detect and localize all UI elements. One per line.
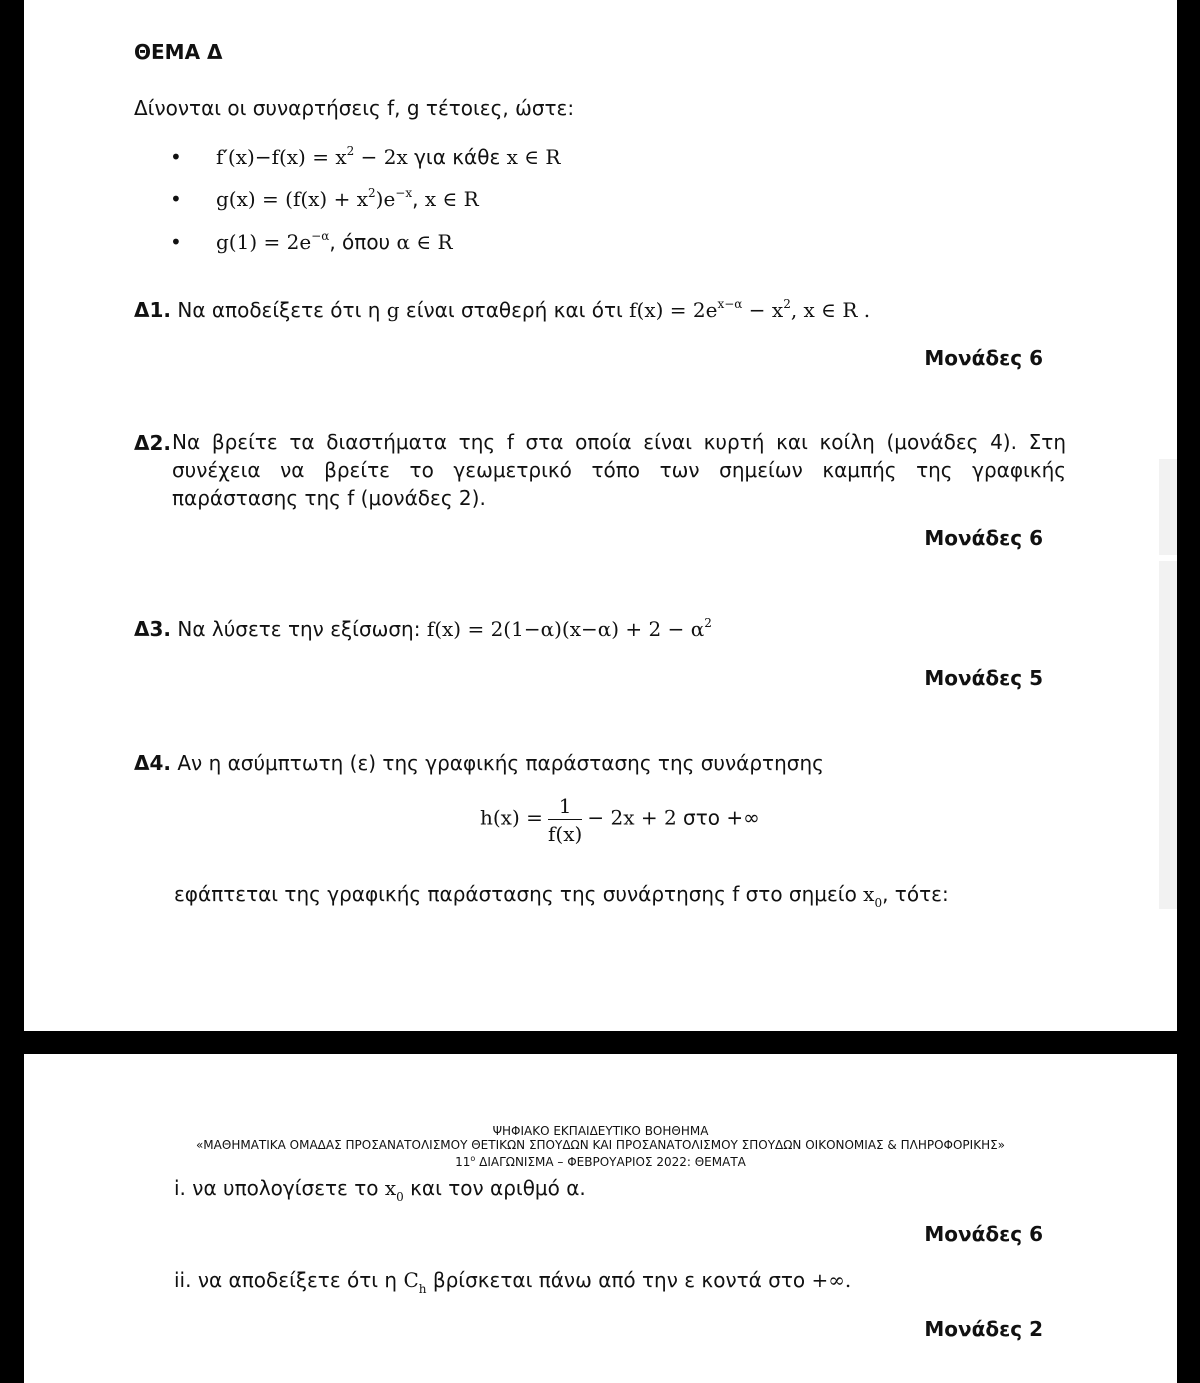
exponent: x−α	[717, 297, 743, 311]
topic-heading: ΘΕΜΑ Δ	[134, 40, 223, 64]
exponent: 2	[704, 616, 712, 630]
subquestion-ii	[174, 1268, 851, 1296]
exponent: −x	[395, 186, 413, 200]
question-text: Να λύσετε την εξίσωση:	[171, 617, 427, 641]
question-math: f(x) = 2e	[629, 298, 718, 322]
condition-math: g(1) = 2e	[215, 230, 312, 254]
scrollbar-track-segment	[1159, 459, 1177, 555]
question-text: Αν η ασύμπτωτη (ε) της γραφικής παράστασης της συνάρτησης	[171, 751, 824, 775]
fraction-numerator: 1	[548, 794, 582, 820]
condition-text: , όπου	[329, 230, 397, 254]
bullet-icon: •	[170, 230, 182, 254]
footer-sup: ο	[470, 1154, 476, 1163]
fraction-denominator: f(x)	[547, 822, 583, 846]
formula-rhs: − 2x + 2	[587, 805, 677, 830]
condition-math: g(x) = (f(x) + x	[215, 187, 368, 211]
condition-text: ,	[412, 187, 425, 211]
fraction	[548, 794, 582, 846]
question-math: − x	[742, 298, 784, 322]
condition-3	[170, 229, 453, 254]
marks-d4-ii: Μονάδες 2	[924, 1317, 1043, 1341]
exponent: 2	[346, 144, 355, 158]
subquestion-math: +∞.	[811, 1268, 852, 1292]
marks-d2: Μονάδες 6	[924, 526, 1043, 550]
tangent-text: , τότε:	[882, 882, 949, 906]
intro-text: Δίνονται οι συναρτήσεις f, g τέτοιες, ώστε:	[134, 96, 575, 120]
subscript: 0	[874, 896, 883, 910]
condition-text: για κάθε	[407, 145, 507, 169]
question-label: Δ3.	[134, 617, 171, 641]
exponent: −α	[311, 229, 330, 243]
subquestion-i	[174, 1176, 586, 1204]
exponent: 2	[783, 297, 791, 311]
condition-set: α ∈ R	[396, 230, 453, 254]
footer-text: ΔΙΑΓΩΝΙΣΜΑ – ΦΕΒΡΟΥΑΡΙΟΣ 2022: ΘΕΜΑΤΑ	[475, 1155, 746, 1169]
question-label: Δ1.	[134, 298, 171, 322]
exponent: 2	[368, 186, 376, 200]
subquestion-label: i.	[174, 1176, 186, 1200]
condition-set: x ∈ R	[506, 145, 561, 169]
footer-line-2: «ΜΑΘΗΜΑΤΙΚΑ ΟΜΑΔΑΣ ΠΡΟΣΑΝΑΤΟΛΙΣΜΟΥ ΘΕΤΙΚΩΝ ΣΠΟΥΔΩΝ ΚΑΙ ΠΡΟΣΑΝΑΤΟΛΙΣΜΟΥ ΣΠΟΥΔΩΝ ΟΙΚΟΝΟΜΙΑΣ & ΠΛΗΡΟΦΟΡΙΚΗΣ»	[195, 1138, 1006, 1152]
question-text: είναι σταθερή και ότι	[399, 298, 630, 322]
question-d4	[134, 751, 824, 775]
condition-2	[170, 186, 479, 211]
condition-math: )e	[375, 187, 396, 211]
question-d1	[134, 297, 870, 322]
question-math: g	[386, 298, 400, 322]
marks-d3: Μονάδες 5	[924, 666, 1043, 690]
footer-line-3	[24, 1154, 1177, 1169]
tangent-math: x	[863, 882, 875, 906]
subquestion-math: C	[403, 1268, 419, 1292]
subscript: 0	[396, 1190, 404, 1204]
marks-d1: Μονάδες 6	[924, 346, 1043, 370]
subquestion-text: βρίσκεται πάνω από την ε κοντά στο	[426, 1268, 812, 1292]
question-text: Να αποδείξετε ότι η	[171, 298, 387, 322]
question-label: Δ4.	[134, 751, 171, 775]
subquestion-text: και τον αριθμό α.	[403, 1176, 586, 1200]
scrollbar-track-segment	[1159, 561, 1177, 909]
subscript: h	[418, 1282, 427, 1296]
marks-d4-i: Μονάδες 6	[924, 1222, 1043, 1246]
subquestion-label: ii.	[174, 1268, 192, 1292]
footer-number: 11	[455, 1155, 471, 1169]
question-text-d2: Να βρείτε τα διαστήματα της f στα οποία είναι κυρτή και κοίλη (μονάδες 4). Στη συνέχεια να βρείτε το γεωμετρικό τόπο των σημείων καμπής της γραφικής παράστασης της f (μονάδες 2).	[172, 430, 1066, 510]
formula-h	[480, 794, 760, 846]
document-page-1	[24, 0, 1177, 1031]
footer-line-1: ΨΗΦΙΑΚΟ ΕΚΠΑΙΔΕΥΤΙΚΟ ΒΟΗΘΗΜΑ	[492, 1124, 709, 1138]
subquestion-math: x	[384, 1176, 397, 1200]
condition-1	[170, 144, 560, 169]
condition-math: − 2x	[354, 145, 408, 169]
formula-tail: στο +∞	[676, 805, 760, 830]
question-math: f(x) = 2(1−α)(x−α) + 2 − α	[426, 617, 705, 641]
subquestion-text: να υπολογίσετε το	[185, 1176, 385, 1200]
formula-lhs: h(x) =	[480, 805, 543, 830]
condition-set: x ∈ R	[424, 187, 479, 211]
subquestion-text: να αποδείξετε ότι η	[191, 1268, 404, 1292]
bullet-icon: •	[170, 187, 182, 211]
bullet-icon: •	[170, 145, 182, 169]
question-d3	[134, 616, 712, 641]
condition-math: f′(x)−f(x) = x	[215, 145, 347, 169]
tangent-text: εφάπτεται της γραφικής παράστασης της συνάρτησης f στο σημείο	[174, 882, 864, 906]
document-page-2	[24, 1054, 1177, 1383]
tangent-statement	[174, 882, 949, 910]
question-label-d2: Δ2.	[134, 431, 171, 455]
question-math: , x ∈ R .	[790, 298, 871, 322]
